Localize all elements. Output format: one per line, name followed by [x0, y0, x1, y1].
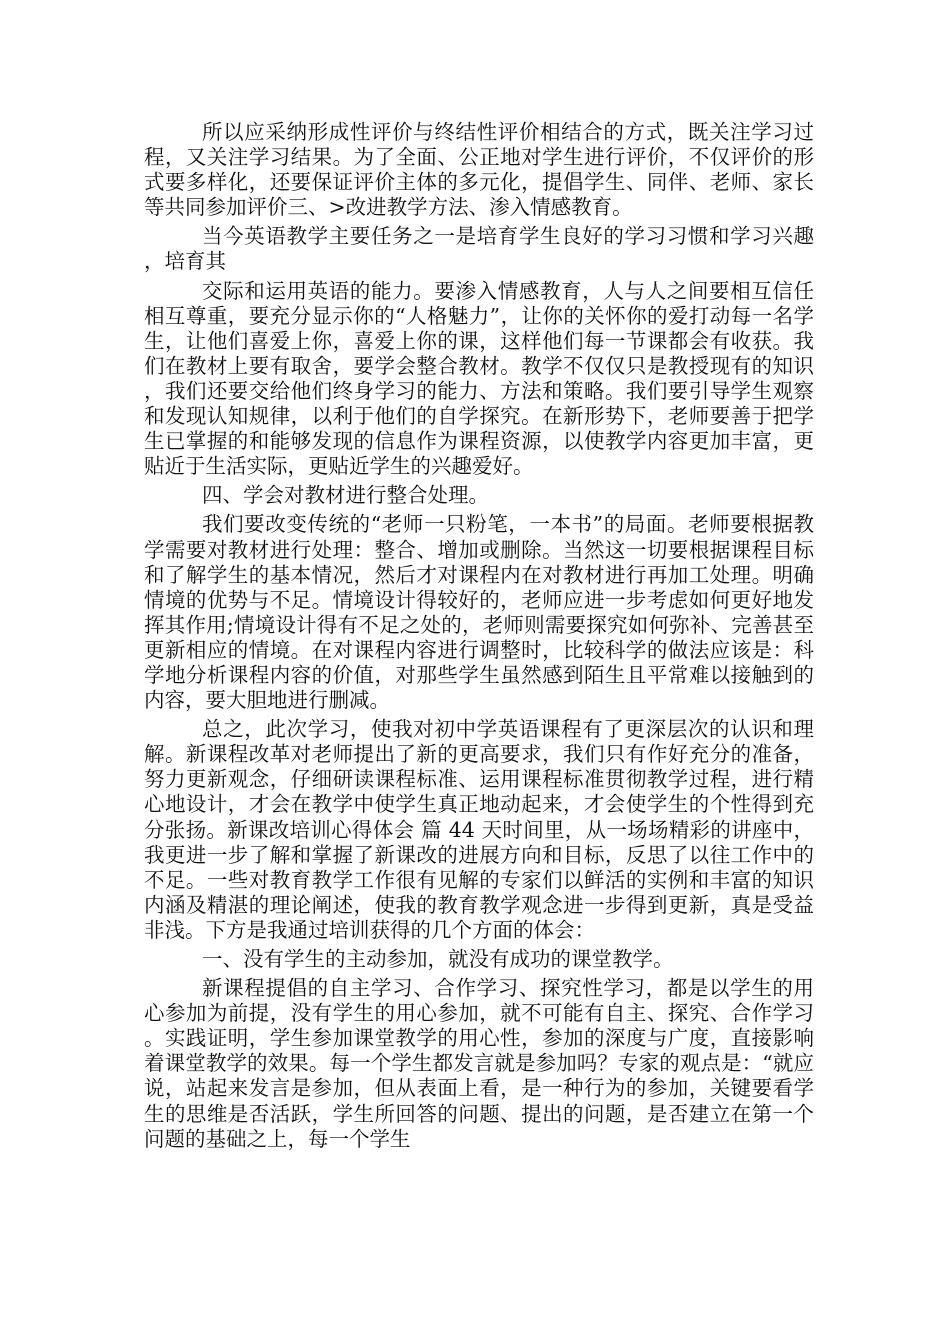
- heading-integrate-materials: 四、学会对教材进行整合处理。: [202, 483, 489, 508]
- heading-active-participation: 一、没有学生的主动参加，就没有成功的课堂教学。: [202, 947, 674, 971]
- paragraph-new-curriculum: 新课程提倡的自主学习、合作学习、探究性学习，都是以学生的用心参加为前提，没有学生的用心参加，就不可能有自主、探究、合作学习。实践证明，学生参加课堂教学的用心性，参加的深度与广度，直接影响着课堂教学的效果。每一个学生都发言就是参加吗？专家的观点是：“就应说，站起来发言是参加，但从表面上看，是一种行为的参加，关键要看学生的思维是否活跃，学生所回答的问题、提出的问题，是否建立在第一个问题的基础之上，每一个学生: [144, 976, 814, 1151]
- paragraph-english-task: 当今英语教学主要任务之一是培育学生良好的学习习惯和学习兴趣，培育其: [144, 224, 814, 274]
- paragraph-change-tradition: 我们要改变传统的“老师一只粉笔，一本书”的局面。老师要根据教学需要对教材进行处理：整合、增加或删除。当然这一切要根据课程目标和了解学生的基本情况，然后才对课程内在对教材进行再加工处理。明确情境的优势与不足。情境设计得较好的，老师应进一步考虑如何更好地发挥其作用;情境设计得有不足之处的，老师则需要探究如何弥补、完善甚至更新相应的情境。在对课程内容进行调整时，比较科学的做法应该是：科学地分析课程内容的价值，对那些学生虽然感到陌生且平常难以接触到的内容，要大胆地进行删减。: [144, 512, 814, 713]
- document-body: [144, 120, 814, 1152]
- paragraph-summary: 总之，此次学习，使我对初中学英语课程有了更深层次的认识和理解。新课程改革对老师提出了新的更高要求，我们只有作好充分的准备，努力更新观念，仔细研读课程标准、运用课程标准贯彻教学过程，进行精心地设计，才会在教学中使学生真正地动起来，才会使学生的个性得到充分张扬。新课改培训心得体会 篇 44 天时间里，从一场场精彩的讲座中，我更进一步了解和掌握了新课改的进展方向和目标，反思了以往工作中的不足。一些对教育教学工作很有见解的专家们以鲜活的实例和丰富的知识内涵及精湛的理论阐述，使我的教育教学观念进一步得到更新，真是受益非浅。下方是我通过培训获得的几个方面的体会：: [144, 717, 814, 942]
- paragraph-evaluation: 所以应采纳形成性评价与终结性评价相结合的方式，既关注学习过程，又关注学习结果。为了全面、公正地对学生进行评价，不仅评价的形式要多样化，还要保证评价主体的多元化，提倡学生、同伴、老师、家长等共同参加评价三、>改进教学方法、渗入情感教育。: [144, 120, 814, 220]
- paragraph-emotion-education: 交际和运用英语的能力。要渗入情感教育，人与人之间要相互信任相互尊重，要充分显示你的“人格魅力”，让你的关怀你的爱打动每一名学生，让他们喜爱上你，喜爱上你的课，这样他们每一节课都会有收获。我们在教材上要有取舍，要学会整合教材。教学不仅仅只是教授现有的知识，我们还要交给他们终身学习的能力、方法和策略。我们要引导学生观察和发现认知规律，以利于他们的自学探究。在新形势下，老师要善于把学生已掌握的和能够发现的信息作为课程资源，以使教学内容更加丰富，更贴近于生活实际，更贴近学生的兴趣爱好。: [144, 278, 814, 479]
